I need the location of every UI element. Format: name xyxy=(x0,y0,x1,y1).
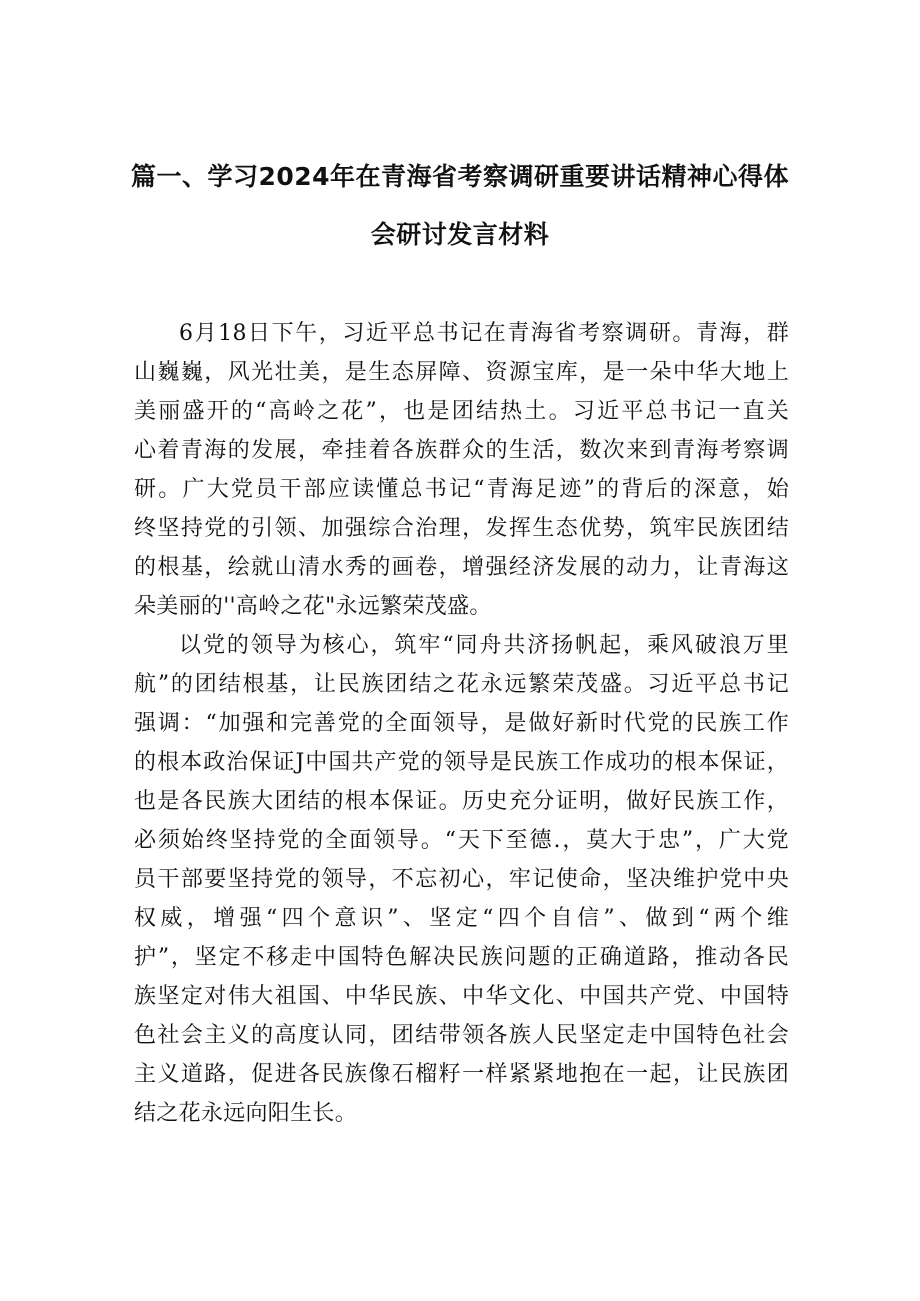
paragraph-line: 也是各民族大团结的根本保证。历史充分证明，做好民族工作， xyxy=(134,789,789,814)
title-line: 会研讨发言材料 xyxy=(370,220,550,249)
paragraph-line: 终坚持党的引领、加强综合治理，发挥生态优势，筑牢民族团结 xyxy=(134,516,789,541)
paragraph-line: 结之花永远向阳生长。 xyxy=(134,1101,358,1126)
paragraph-line: 强调：“加强和完善党的全面领导，是做好新时代党的民族工作 xyxy=(134,711,789,736)
paragraph-line: 的根本政治保证J中国共产党的领导是民族工作成功的根本保证， xyxy=(134,750,789,775)
document-body xyxy=(134,314,789,1133)
paragraph-line: 以党的领导为核心，筑牢“同舟共济扬帆起，乘风破浪万里 xyxy=(179,633,789,658)
paragraph-line: 6月18日下午，习近平总书记在青海省考察调研。青海，群 xyxy=(179,321,789,346)
paragraph-line: 护”，坚定不移走中国特色解决民族问题的正确道路，推动各民 xyxy=(134,945,789,970)
paragraph-line: 美丽盛开的“高岭之花”，也是团结热土。习近平总书记一直关 xyxy=(134,399,789,424)
paragraph-line: 族坚定对伟大祖国、中华民族、中华文化、中国共产党、中国特 xyxy=(134,984,789,1009)
document-title xyxy=(60,148,860,264)
paragraph-line: 员干部要坚持党的领导，不忘初心，牢记使命，坚决维护党中央 xyxy=(134,867,789,892)
paragraph-line: 的根基，绘就山清水秀的画卷，增强经济发展的动力，让青海这 xyxy=(134,555,789,580)
paragraph-line: 色社会主义的高度认同，团结带领各族人民坚定走中国特色社会 xyxy=(134,1023,789,1048)
paragraph xyxy=(134,626,789,1133)
paragraph-line: 研。广大党员干部应读懂总书记“青海足迹”的背后的深意，始 xyxy=(134,477,789,502)
paragraph-line: 心着青海的发展，牵挂着各族群众的生活，数次来到青海考察调 xyxy=(134,438,789,463)
paragraph-line: 朵美丽的''高岭之花"永远繁荣茂盛。 xyxy=(134,594,492,619)
paragraph-line: 主义道路，促进各民族像石榴籽一样紧紧地抱在一起，让民族团 xyxy=(134,1062,789,1087)
paragraph-line: 航”的团结根基，让民族团结之花永远繁荣茂盛。习近平总书记 xyxy=(134,672,789,697)
paragraph-line: 权威，增强“四个意识”、坚定“四个自信”、做到“两个维 xyxy=(134,906,789,931)
title-line: 篇一、学习2024年在青海省考察调研重要讲话精神心得体 xyxy=(130,162,790,191)
paragraph-line: 山巍巍，风光壮美，是生态屏障、资源宝库，是一朵中华大地上 xyxy=(134,360,789,385)
paragraph xyxy=(134,314,789,626)
paragraph-line: 必须始终坚持党的全面领导。“天下至德.，莫大于忠”，广大党 xyxy=(134,828,789,853)
